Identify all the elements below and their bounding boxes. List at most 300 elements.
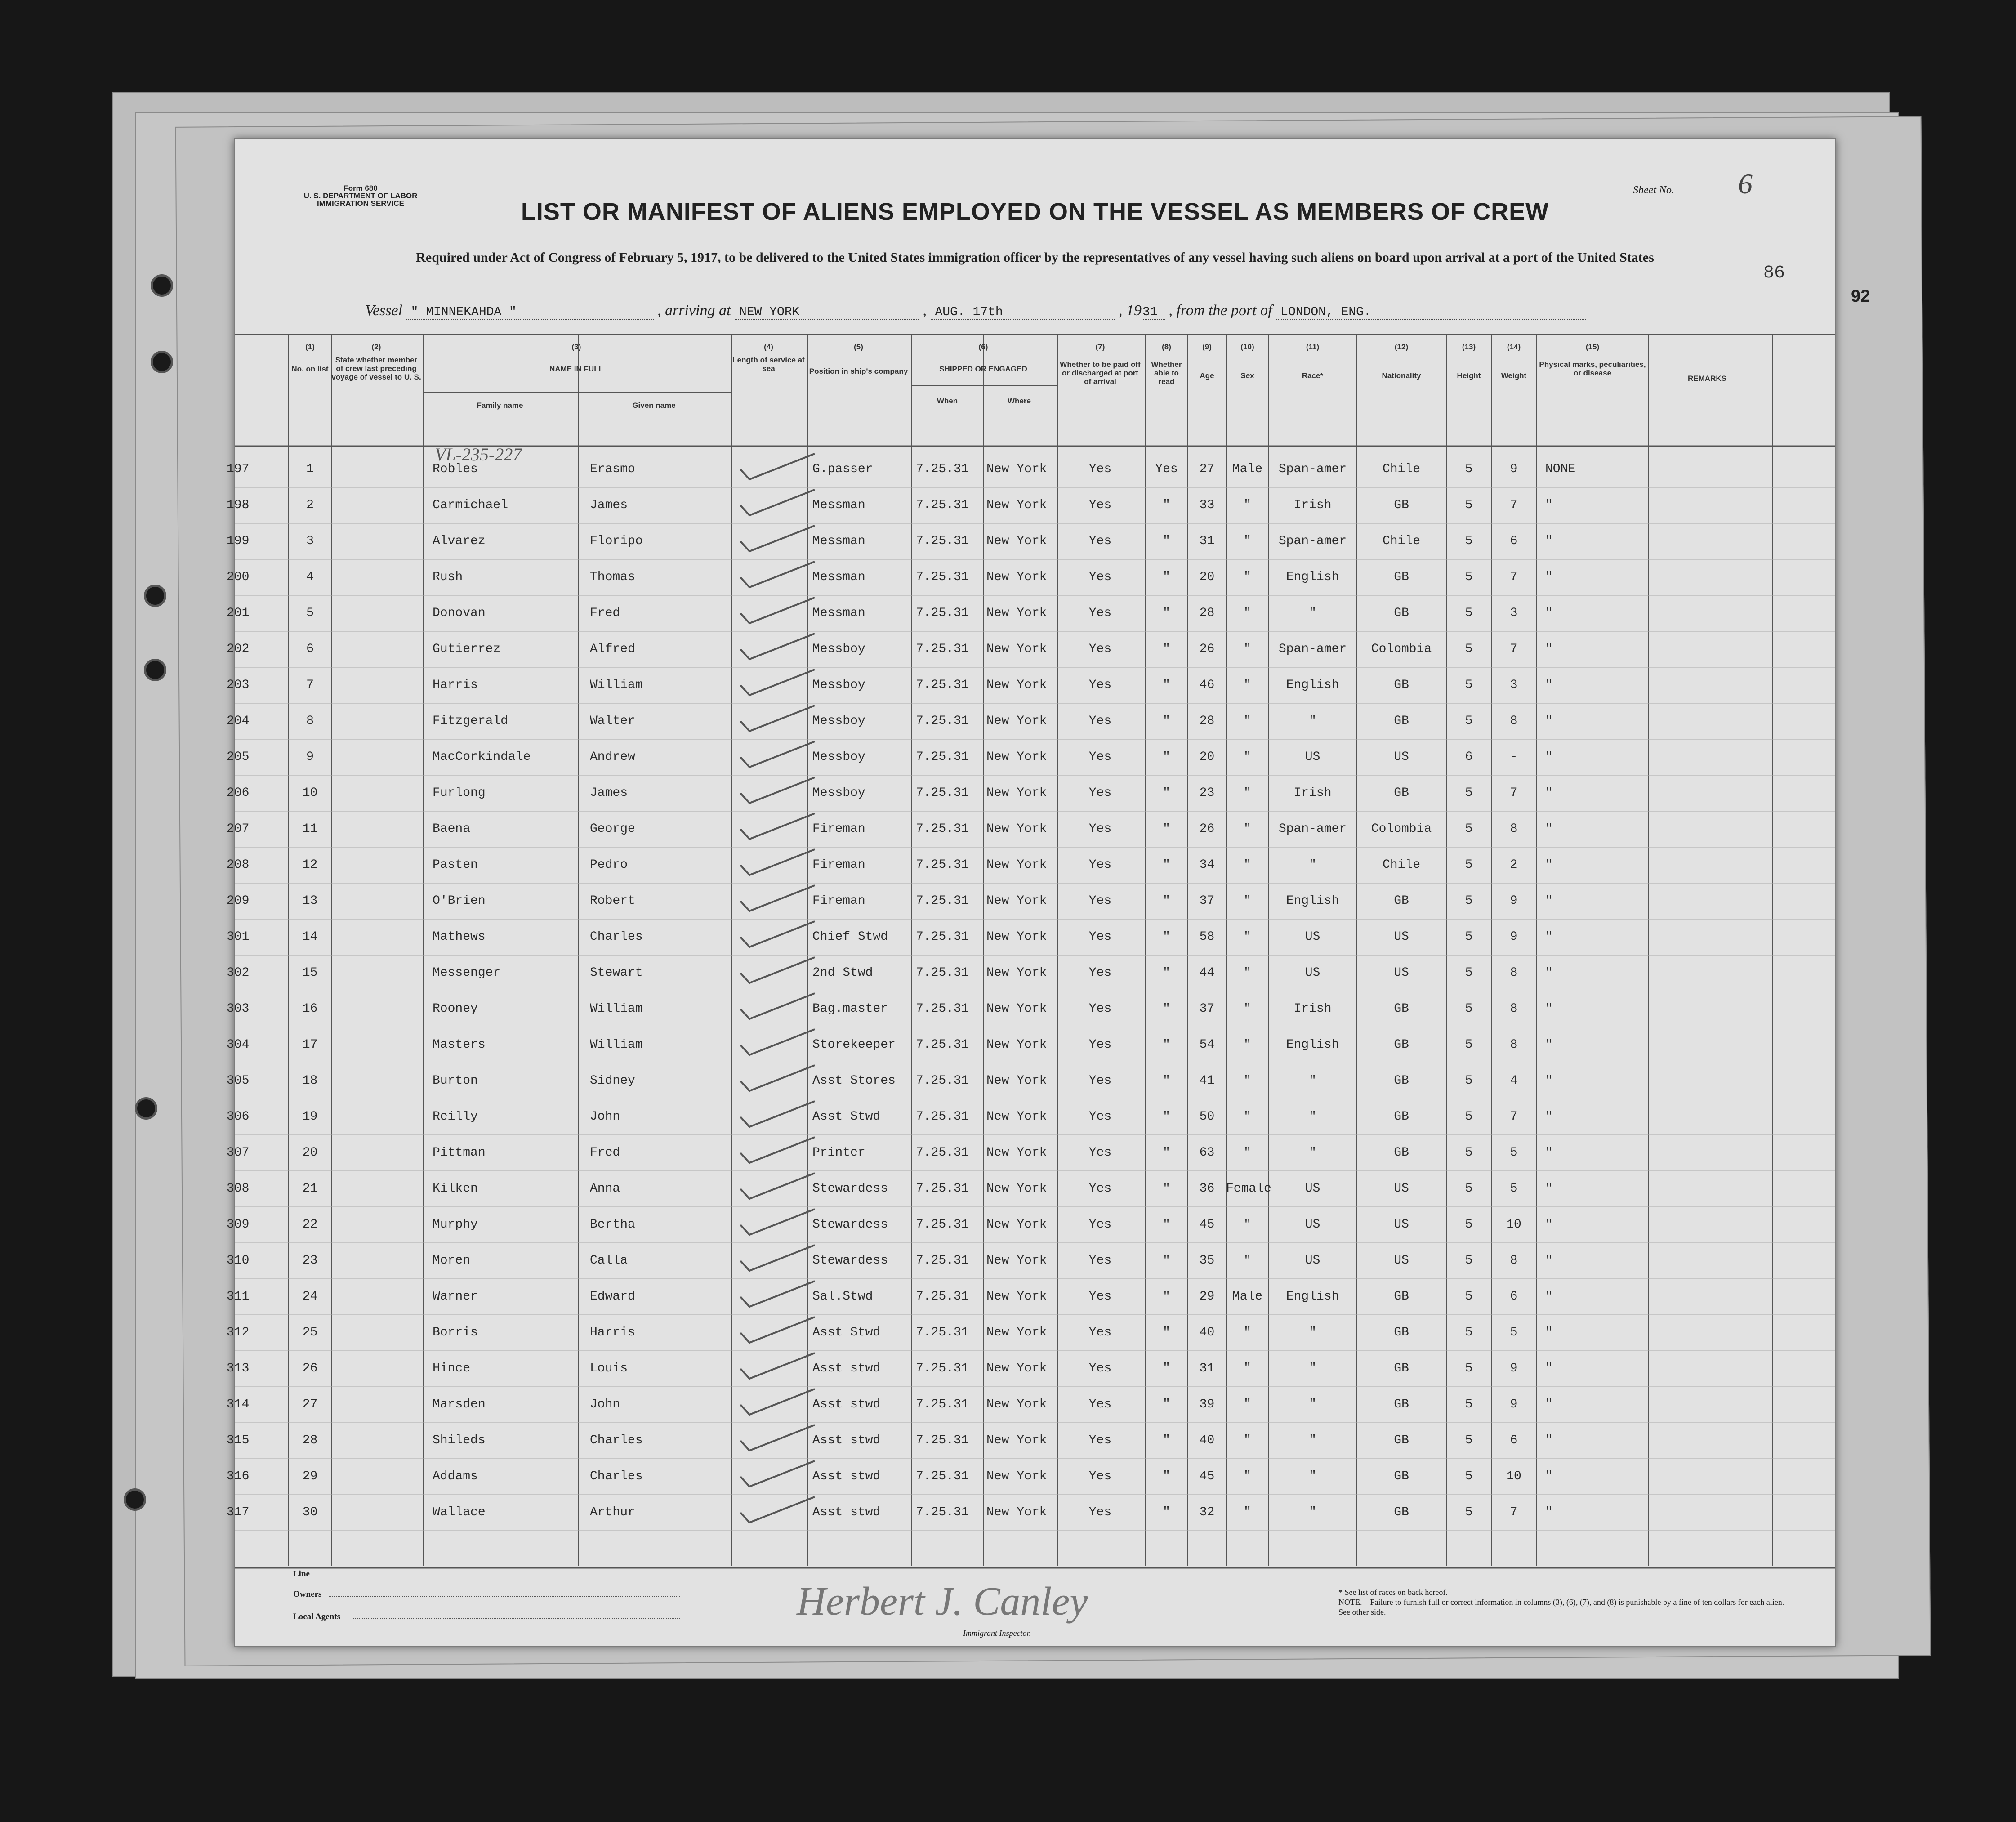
page-title: LIST OR MANIFEST OF ALIENS EMPLOYED ON THE VESSEL AS MEMBERS OF CREW (521, 198, 1549, 225)
weight: 5 (1510, 1146, 1518, 1160)
able-to-read: " (1163, 534, 1170, 548)
sex: " (1244, 1146, 1251, 1160)
table-row (227, 1495, 1835, 1531)
table-row (227, 631, 1835, 667)
shipped-when: 7.25.31 (916, 750, 969, 764)
physical-marks: " (1545, 642, 1553, 656)
table-row (227, 1315, 1835, 1351)
physical-marks: NONE (1545, 462, 1576, 476)
col-header-given-name: Given name (632, 401, 676, 410)
position: Messboy (812, 714, 865, 728)
row-number: 20 (302, 1146, 318, 1160)
physical-marks: " (1545, 1326, 1553, 1340)
arrival-year: 31 (1142, 305, 1165, 320)
age: 40 (1199, 1326, 1215, 1340)
position: Stewardess (812, 1182, 888, 1196)
paid-off: Yes (1088, 930, 1112, 944)
paid-off: Yes (1088, 786, 1112, 800)
nationality: GB (1394, 714, 1409, 728)
row-number: 15 (302, 966, 318, 980)
race: US (1305, 966, 1320, 980)
family-name: MacCorkindale (433, 750, 531, 764)
stamp-number: 202 (227, 642, 250, 656)
table-row (227, 523, 1835, 559)
nationality: GB (1394, 606, 1409, 620)
age: 31 (1199, 1362, 1215, 1375)
given-name: Sidney (590, 1074, 635, 1088)
able-to-read: " (1163, 1146, 1170, 1160)
shipped-where: New York (986, 1074, 1047, 1088)
physical-marks: " (1545, 1074, 1553, 1088)
row-number: 30 (302, 1505, 318, 1519)
family-name: Warner (433, 1290, 478, 1304)
row-number: 13 (302, 894, 318, 908)
nationality: US (1394, 1182, 1409, 1196)
col-header-height: (13) Height (1457, 343, 1481, 380)
age: 46 (1199, 678, 1215, 692)
physical-marks: " (1545, 858, 1553, 872)
nationality: GB (1394, 1505, 1409, 1519)
weight: 9 (1510, 894, 1518, 908)
sex: " (1244, 678, 1251, 692)
position: Fireman (812, 858, 865, 872)
weight: 7 (1510, 570, 1518, 584)
able-to-read: " (1163, 750, 1170, 764)
height: 5 (1465, 1290, 1473, 1304)
shipped-where: New York (986, 1469, 1047, 1483)
row-number: 3 (306, 534, 314, 548)
age: 31 (1199, 534, 1215, 548)
shipped-when: 7.25.31 (916, 1146, 969, 1160)
paid-off: Yes (1088, 498, 1112, 512)
nationality: Colombia (1371, 642, 1432, 656)
table-row (227, 919, 1835, 955)
table-row (227, 811, 1835, 847)
sheet-number-label: Sheet No. (1633, 184, 1674, 196)
paid-off: Yes (1088, 1182, 1112, 1196)
shipped-where: New York (986, 1362, 1047, 1375)
weight: 6 (1510, 534, 1518, 548)
able-to-read: " (1163, 1110, 1170, 1124)
given-name: Pedro (590, 858, 628, 872)
height: 5 (1465, 1398, 1473, 1411)
position: Messboy (812, 678, 865, 692)
stamp-number: 302 (227, 966, 250, 980)
position: Messboy (812, 642, 865, 656)
row-number: 6 (306, 642, 314, 656)
table-row (227, 883, 1835, 919)
height: 5 (1465, 714, 1473, 728)
stamp-number: 307 (227, 1146, 250, 1160)
race: English (1286, 1038, 1339, 1052)
shipped-where: New York (986, 786, 1047, 800)
height: 5 (1465, 498, 1473, 512)
handwritten-reference: VL-235-227 (435, 444, 522, 464)
race: " (1309, 1398, 1316, 1411)
age: 37 (1199, 1002, 1215, 1016)
service-name: IMMIGRATION SERVICE (317, 199, 404, 208)
table-row (227, 1171, 1835, 1207)
nationality: GB (1394, 570, 1409, 584)
height: 5 (1465, 858, 1473, 872)
race: Irish (1293, 498, 1332, 512)
sex: Male (1232, 462, 1263, 476)
position: Asst stwd (812, 1362, 881, 1375)
age: 58 (1199, 930, 1215, 944)
race: " (1309, 1074, 1316, 1088)
shipped-where: New York (986, 750, 1047, 764)
sex: " (1244, 570, 1251, 584)
paid-off: Yes (1088, 966, 1112, 980)
height: 5 (1465, 930, 1473, 944)
position: Chief Stwd (812, 930, 888, 944)
family-name: Borris (433, 1326, 478, 1340)
sex: " (1244, 1326, 1251, 1340)
table-row (227, 487, 1835, 523)
family-name: Mathews (433, 930, 486, 944)
able-to-read: " (1163, 1469, 1170, 1483)
crew-table (227, 334, 1835, 1572)
row-number: 16 (302, 1002, 318, 1016)
height: 5 (1465, 1110, 1473, 1124)
able-to-read: " (1163, 894, 1170, 908)
col-header-when: When (937, 397, 958, 405)
position: Messman (812, 570, 865, 584)
physical-marks: " (1545, 534, 1553, 548)
stamp-number: 92 (1851, 287, 1870, 306)
paid-off: Yes (1088, 606, 1112, 620)
nationality: GB (1394, 1110, 1409, 1124)
family-name: Hince (433, 1362, 471, 1375)
family-name: Messenger (433, 966, 501, 980)
able-to-read: " (1163, 1290, 1170, 1304)
sex: Female (1226, 1182, 1271, 1196)
arriving-label: , arriving at (657, 302, 731, 319)
given-name: Erasmo (590, 462, 635, 476)
able-to-read: " (1163, 966, 1170, 980)
stamp-number: 207 (227, 822, 250, 836)
table-row (227, 1459, 1835, 1495)
able-to-read: " (1163, 1038, 1170, 1052)
race: " (1309, 714, 1316, 728)
weight: 7 (1510, 498, 1518, 512)
given-name: James (590, 786, 628, 800)
table-row (227, 559, 1835, 595)
given-name: Louis (590, 1362, 628, 1375)
stamp-number: 304 (227, 1038, 250, 1052)
table-row (227, 1027, 1835, 1063)
note-races: * See list of races on back hereof. (1338, 1588, 1448, 1597)
physical-marks: " (1545, 1505, 1553, 1519)
age: 29 (1199, 1290, 1215, 1304)
given-name: John (590, 1110, 620, 1124)
stamp-number: 206 (227, 786, 250, 800)
shipped-where: New York (986, 714, 1047, 728)
race: US (1305, 1218, 1320, 1232)
sex: Male (1232, 1290, 1263, 1304)
table-row (227, 1243, 1835, 1279)
col-header-age: (9) Age (1200, 343, 1214, 380)
table-row (227, 1135, 1835, 1171)
shipped-where: New York (986, 858, 1047, 872)
height: 5 (1465, 1182, 1473, 1196)
able-to-read: " (1163, 1254, 1170, 1268)
height: 5 (1465, 1433, 1473, 1447)
position: Messman (812, 534, 865, 548)
shipped-when: 7.25.31 (916, 1074, 969, 1088)
given-name: William (590, 678, 643, 692)
stamp-number: 316 (227, 1469, 250, 1483)
shipped-when: 7.25.31 (916, 1469, 969, 1483)
position: Asst stwd (812, 1469, 881, 1483)
sex: " (1244, 750, 1251, 764)
table-row (227, 703, 1835, 739)
row-number: 14 (302, 930, 318, 944)
shipped-when: 7.25.31 (916, 1002, 969, 1016)
table-row (227, 667, 1835, 703)
given-name: Stewart (590, 966, 643, 980)
paid-off: Yes (1088, 1254, 1112, 1268)
sheet-number-value: 6 (1714, 167, 1777, 201)
given-name: Charles (590, 1433, 643, 1447)
shipped-when: 7.25.31 (916, 822, 969, 836)
binder-hole (144, 659, 166, 681)
age: 45 (1199, 1218, 1215, 1232)
position: Sal.Stwd (812, 1290, 873, 1304)
sex: " (1244, 498, 1251, 512)
paid-off: Yes (1088, 1110, 1112, 1124)
physical-marks: " (1545, 570, 1553, 584)
able-to-read: " (1163, 570, 1170, 584)
row-number: 23 (302, 1254, 318, 1268)
paid-off: Yes (1088, 858, 1112, 872)
age: 27 (1199, 462, 1215, 476)
paid-off: Yes (1088, 1326, 1112, 1340)
col-header-read: (8) Whether able to read (1151, 343, 1182, 386)
shipped-when: 7.25.31 (916, 642, 969, 656)
sex: " (1244, 966, 1251, 980)
age: 23 (1199, 786, 1215, 800)
stamp-number: 209 (227, 894, 250, 908)
race: " (1309, 1362, 1316, 1375)
position: Storekeeper (812, 1038, 896, 1052)
race: " (1309, 1505, 1316, 1519)
able-to-read: " (1163, 858, 1170, 872)
stamp-number: 197 (227, 462, 250, 476)
col-header-name: (3) NAME IN FULL (549, 343, 603, 373)
given-name: Charles (590, 930, 643, 944)
age: 33 (1199, 498, 1215, 512)
weight: 3 (1510, 678, 1518, 692)
given-name: Bertha (590, 1218, 635, 1232)
height: 5 (1465, 1254, 1473, 1268)
race: Span-amer (1278, 534, 1347, 548)
physical-marks: " (1545, 786, 1553, 800)
family-name: Rush (433, 570, 463, 584)
physical-marks: " (1545, 714, 1553, 728)
physical-marks: " (1545, 1038, 1553, 1052)
shipped-when: 7.25.31 (916, 534, 969, 548)
paid-off: Yes (1088, 1038, 1112, 1052)
sex: " (1244, 858, 1251, 872)
stamp-number: 314 (227, 1398, 250, 1411)
position: Asst stwd (812, 1433, 881, 1447)
race: " (1309, 858, 1316, 872)
shipped-when: 7.25.31 (916, 1290, 969, 1304)
position: Messman (812, 498, 865, 512)
shipped-where: New York (986, 930, 1047, 944)
able-to-read: " (1163, 1218, 1170, 1232)
given-name: John (590, 1398, 620, 1411)
shipped-when: 7.25.31 (916, 1433, 969, 1447)
shipped-where: New York (986, 822, 1047, 836)
col-header-sex: (10) Sex (1240, 343, 1254, 380)
shipped-where: New York (986, 606, 1047, 620)
age: 36 (1199, 1182, 1215, 1196)
able-to-read: " (1163, 1182, 1170, 1196)
stamp-number: 198 (227, 498, 250, 512)
shipped-where: New York (986, 1254, 1047, 1268)
weight: - (1510, 750, 1518, 764)
position: Messboy (812, 786, 865, 800)
nationality: GB (1394, 1326, 1409, 1340)
family-name: Reilly (433, 1110, 478, 1124)
nationality: GB (1394, 1074, 1409, 1088)
shipped-where: New York (986, 1182, 1047, 1196)
able-to-read: " (1163, 1326, 1170, 1340)
able-to-read: " (1163, 1433, 1170, 1447)
age: 45 (1199, 1469, 1215, 1483)
weight: 9 (1510, 1362, 1518, 1375)
shipped-where: New York (986, 1433, 1047, 1447)
age: 28 (1199, 714, 1215, 728)
row-number: 22 (302, 1218, 318, 1232)
race: " (1309, 1326, 1316, 1340)
physical-marks: " (1545, 750, 1553, 764)
stamp-number: 311 (227, 1290, 250, 1304)
height: 5 (1465, 1469, 1473, 1483)
nationality: GB (1394, 786, 1409, 800)
shipped-where: New York (986, 1146, 1047, 1160)
table-row (227, 1063, 1835, 1099)
nationality: Chile (1382, 462, 1420, 476)
shipped-when: 7.25.31 (916, 786, 969, 800)
shipped-when: 7.25.31 (916, 1182, 969, 1196)
binder-hole (144, 585, 166, 607)
shipped-where: New York (986, 1290, 1047, 1304)
family-name: Rooney (433, 1002, 478, 1016)
shipped-when: 7.25.31 (916, 1398, 969, 1411)
shipped-when: 7.25.31 (916, 570, 969, 584)
inspector-signature: Herbert J. Canley (797, 1579, 1088, 1624)
shipped-when: 7.25.31 (916, 714, 969, 728)
height: 5 (1465, 678, 1473, 692)
position: Asst stwd (812, 1505, 881, 1519)
race: US (1305, 1254, 1320, 1268)
given-name: William (590, 1038, 643, 1052)
nationality: GB (1394, 894, 1409, 908)
col-header-where: Where (1008, 397, 1031, 405)
given-name: Fred (590, 1146, 620, 1160)
nationality: GB (1394, 1398, 1409, 1411)
sex: " (1244, 1110, 1251, 1124)
height: 5 (1465, 1362, 1473, 1375)
shipped-where: New York (986, 1002, 1047, 1016)
shipped-when: 7.25.31 (916, 1218, 969, 1232)
sex: " (1244, 1433, 1251, 1447)
paid-off: Yes (1088, 462, 1112, 476)
family-name: Shileds (433, 1433, 486, 1447)
family-name: Pasten (433, 858, 478, 872)
shipped-when: 7.25.31 (916, 858, 969, 872)
shipped-where: New York (986, 1110, 1047, 1124)
family-name: O'Brien (433, 894, 486, 908)
race: Irish (1293, 786, 1332, 800)
sex: " (1244, 894, 1251, 908)
height: 5 (1465, 1326, 1473, 1340)
binder-hole (151, 351, 173, 373)
family-name: Moren (433, 1254, 471, 1268)
stamp-number: 310 (227, 1254, 250, 1268)
physical-marks: " (1545, 1002, 1553, 1016)
manifest-page (227, 138, 1870, 1647)
paid-off: Yes (1088, 894, 1112, 908)
paid-off: Yes (1088, 1505, 1112, 1519)
given-name: George (590, 822, 635, 836)
table-row (227, 775, 1835, 811)
race: " (1309, 606, 1316, 620)
binder-hole (124, 1488, 146, 1511)
family-name: Alvarez (433, 534, 486, 548)
table-row (227, 1351, 1835, 1387)
sex: " (1244, 822, 1251, 836)
sex: " (1244, 1218, 1251, 1232)
shipped-where: New York (986, 570, 1047, 584)
paid-off: Yes (1088, 1362, 1112, 1375)
vessel-name: " MINNEKAHDA " (406, 305, 654, 320)
given-name: Arthur (590, 1505, 635, 1519)
row-number: 27 (302, 1398, 318, 1411)
table-row (227, 955, 1835, 991)
height: 5 (1465, 1218, 1473, 1232)
col-header-paid-off: (7) Whether to be paid off or discharged at port of arrival (1060, 343, 1141, 386)
paid-off: Yes (1088, 822, 1112, 836)
height: 6 (1465, 750, 1473, 764)
given-name: Robert (590, 894, 635, 908)
height: 5 (1465, 1146, 1473, 1160)
stamp-number: 317 (227, 1505, 250, 1519)
stamp-number: 204 (227, 714, 250, 728)
nationality: US (1394, 1254, 1409, 1268)
nationality: GB (1394, 1290, 1409, 1304)
age: 35 (1199, 1254, 1215, 1268)
physical-marks: " (1545, 1110, 1553, 1124)
physical-marks: " (1545, 966, 1553, 980)
given-name: Andrew (590, 750, 635, 764)
weight: 7 (1510, 786, 1518, 800)
position: Stewardess (812, 1254, 888, 1268)
sex: " (1244, 930, 1251, 944)
physical-marks: " (1545, 1218, 1553, 1232)
stamp-number: 306 (227, 1110, 250, 1124)
table-row (227, 1207, 1835, 1243)
note-penalty: NOTE.—Failure to furnish full or correct information in columns (3), (6), (7), and (8) is punishable by a fine of ten dollars for each alien. See other side. (1338, 1598, 1784, 1617)
weight: 7 (1510, 642, 1518, 656)
shipped-where: New York (986, 642, 1047, 656)
shipped-where: New York (986, 534, 1047, 548)
row-number: 1 (306, 462, 314, 476)
age: 50 (1199, 1110, 1215, 1124)
